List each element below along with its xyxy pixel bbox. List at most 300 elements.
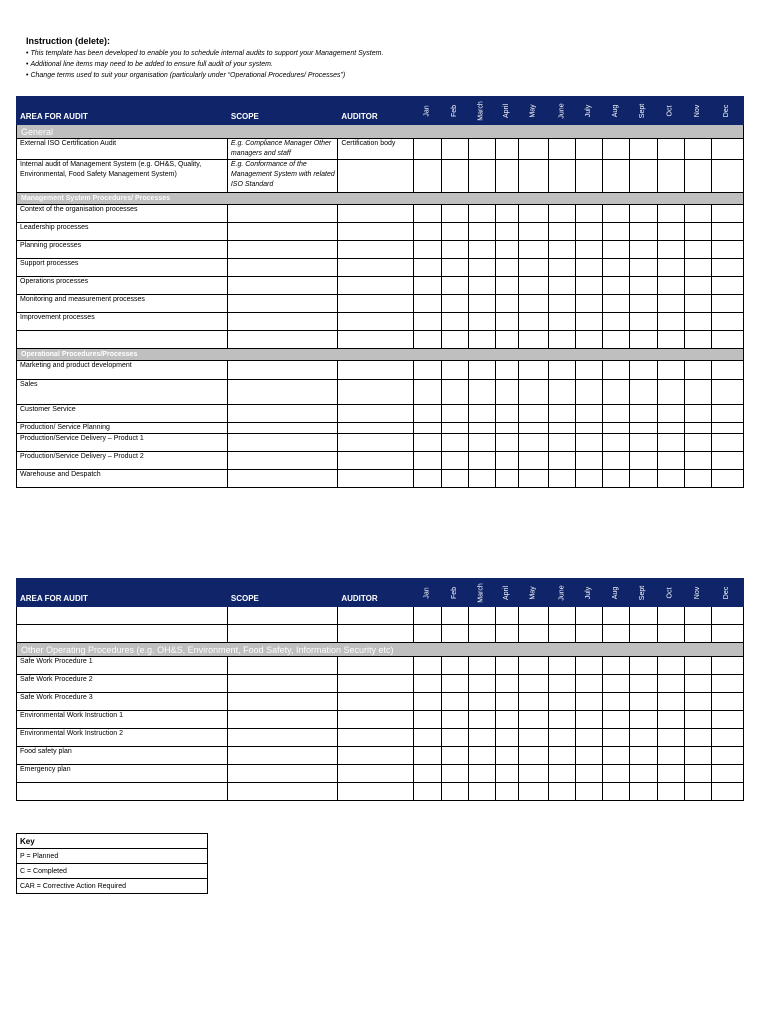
scope-cell[interactable]: [227, 259, 337, 277]
month-cell-april[interactable]: [495, 452, 518, 470]
month-cell-jan[interactable]: [413, 657, 441, 675]
month-cell-april[interactable]: [495, 259, 518, 277]
month-cell-nov[interactable]: [684, 434, 711, 452]
month-cell-feb[interactable]: [441, 675, 468, 693]
month-cell-jan[interactable]: [413, 693, 441, 711]
month-cell-jan[interactable]: [413, 765, 441, 783]
month-cell-june[interactable]: [549, 405, 576, 423]
month-cell-sept[interactable]: [630, 783, 657, 801]
month-cell-july[interactable]: [576, 160, 603, 193]
area-cell[interactable]: Leadership processes: [17, 223, 228, 241]
month-cell-jan[interactable]: [413, 783, 441, 801]
month-cell-feb[interactable]: [441, 223, 468, 241]
month-cell-march[interactable]: [468, 747, 495, 765]
area-cell[interactable]: Environmental Work Instruction 1: [17, 711, 228, 729]
month-cell-dec[interactable]: [711, 675, 743, 693]
auditor-cell[interactable]: [338, 657, 413, 675]
month-cell-aug[interactable]: [603, 470, 630, 488]
auditor-cell[interactable]: [338, 747, 413, 765]
month-cell-april[interactable]: [495, 331, 518, 349]
month-cell-feb[interactable]: [441, 434, 468, 452]
area-cell[interactable]: [17, 607, 228, 625]
month-cell-oct[interactable]: [657, 783, 684, 801]
month-cell-feb[interactable]: [441, 313, 468, 331]
month-cell-june[interactable]: [549, 711, 576, 729]
month-cell-dec[interactable]: [711, 313, 743, 331]
scope-cell[interactable]: [227, 625, 337, 643]
month-cell-aug[interactable]: [603, 361, 630, 380]
month-cell-dec[interactable]: [711, 160, 743, 193]
month-cell-jan[interactable]: [413, 277, 441, 295]
scope-cell[interactable]: [227, 361, 337, 380]
month-cell-may[interactable]: [519, 160, 549, 193]
month-cell-april[interactable]: [495, 423, 518, 434]
month-cell-sept[interactable]: [630, 711, 657, 729]
month-cell-feb[interactable]: [441, 783, 468, 801]
month-cell-sept[interactable]: [630, 205, 657, 223]
month-cell-dec[interactable]: [711, 470, 743, 488]
area-cell[interactable]: Improvement processes: [17, 313, 228, 331]
month-cell-june[interactable]: [549, 380, 576, 405]
auditor-cell[interactable]: [338, 625, 413, 643]
auditor-cell[interactable]: [338, 423, 413, 434]
scope-cell[interactable]: [227, 765, 337, 783]
month-cell-july[interactable]: [576, 657, 603, 675]
month-cell-jan[interactable]: [413, 729, 441, 747]
month-cell-aug[interactable]: [603, 160, 630, 193]
month-cell-feb[interactable]: [441, 205, 468, 223]
month-cell-sept[interactable]: [630, 160, 657, 193]
area-cell[interactable]: Sales: [17, 380, 228, 405]
month-cell-july[interactable]: [576, 380, 603, 405]
month-cell-aug[interactable]: [603, 277, 630, 295]
month-cell-may[interactable]: [519, 205, 549, 223]
month-cell-march[interactable]: [468, 205, 495, 223]
month-cell-feb[interactable]: [441, 241, 468, 259]
month-cell-may[interactable]: [519, 434, 549, 452]
month-cell-july[interactable]: [576, 711, 603, 729]
month-cell-july[interactable]: [576, 452, 603, 470]
month-cell-oct[interactable]: [657, 139, 684, 160]
month-cell-april[interactable]: [495, 313, 518, 331]
month-cell-april[interactable]: [495, 729, 518, 747]
month-cell-feb[interactable]: [441, 711, 468, 729]
month-cell-june[interactable]: [549, 675, 576, 693]
month-cell-feb[interactable]: [441, 693, 468, 711]
month-cell-aug[interactable]: [603, 223, 630, 241]
month-cell-may[interactable]: [519, 625, 549, 643]
month-cell-dec[interactable]: [711, 405, 743, 423]
month-cell-march[interactable]: [468, 434, 495, 452]
month-cell-dec[interactable]: [711, 747, 743, 765]
month-cell-oct[interactable]: [657, 607, 684, 625]
area-cell[interactable]: [17, 331, 228, 349]
area-cell[interactable]: Internal audit of Management System (e.g. OH&S, Quality, Environmental, Food Safety Management System): [17, 160, 228, 193]
month-cell-june[interactable]: [549, 361, 576, 380]
month-cell-april[interactable]: [495, 380, 518, 405]
month-cell-dec[interactable]: [711, 783, 743, 801]
month-cell-july[interactable]: [576, 434, 603, 452]
scope-cell[interactable]: [227, 470, 337, 488]
month-cell-jan[interactable]: [413, 747, 441, 765]
month-cell-april[interactable]: [495, 277, 518, 295]
area-cell[interactable]: Context of the organisation processes: [17, 205, 228, 223]
scope-cell[interactable]: [227, 223, 337, 241]
month-cell-oct[interactable]: [657, 470, 684, 488]
month-cell-dec[interactable]: [711, 380, 743, 405]
month-cell-may[interactable]: [519, 259, 549, 277]
month-cell-dec[interactable]: [711, 295, 743, 313]
month-cell-nov[interactable]: [684, 747, 711, 765]
month-cell-may[interactable]: [519, 470, 549, 488]
month-cell-july[interactable]: [576, 241, 603, 259]
month-cell-june[interactable]: [549, 625, 576, 643]
scope-cell[interactable]: [227, 241, 337, 259]
month-cell-aug[interactable]: [603, 675, 630, 693]
month-cell-dec[interactable]: [711, 625, 743, 643]
month-cell-feb[interactable]: [441, 452, 468, 470]
auditor-cell[interactable]: [338, 223, 413, 241]
auditor-cell[interactable]: [338, 783, 413, 801]
month-cell-april[interactable]: [495, 361, 518, 380]
auditor-cell[interactable]: [338, 277, 413, 295]
month-cell-april[interactable]: [495, 783, 518, 801]
month-cell-jan[interactable]: [413, 223, 441, 241]
month-cell-june[interactable]: [549, 295, 576, 313]
month-cell-feb[interactable]: [441, 259, 468, 277]
area-cell[interactable]: External ISO Certification Audit: [17, 139, 228, 160]
area-cell[interactable]: Production/Service Delivery – Product 2: [17, 452, 228, 470]
month-cell-dec[interactable]: [711, 331, 743, 349]
month-cell-may[interactable]: [519, 729, 549, 747]
month-cell-march[interactable]: [468, 313, 495, 331]
month-cell-june[interactable]: [549, 783, 576, 801]
month-cell-may[interactable]: [519, 139, 549, 160]
month-cell-sept[interactable]: [630, 470, 657, 488]
month-cell-april[interactable]: [495, 675, 518, 693]
month-cell-nov[interactable]: [684, 241, 711, 259]
month-cell-sept[interactable]: [630, 223, 657, 241]
month-cell-july[interactable]: [576, 607, 603, 625]
auditor-cell[interactable]: [338, 675, 413, 693]
area-cell[interactable]: Customer Service: [17, 405, 228, 423]
month-cell-nov[interactable]: [684, 452, 711, 470]
area-cell[interactable]: Safe Work Procedure 1: [17, 657, 228, 675]
month-cell-jan[interactable]: [413, 625, 441, 643]
month-cell-oct[interactable]: [657, 693, 684, 711]
month-cell-dec[interactable]: [711, 205, 743, 223]
month-cell-july[interactable]: [576, 331, 603, 349]
month-cell-may[interactable]: [519, 452, 549, 470]
month-cell-sept[interactable]: [630, 139, 657, 160]
month-cell-sept[interactable]: [630, 452, 657, 470]
scope-cell[interactable]: [227, 783, 337, 801]
month-cell-oct[interactable]: [657, 277, 684, 295]
month-cell-aug[interactable]: [603, 423, 630, 434]
month-cell-feb[interactable]: [441, 765, 468, 783]
month-cell-feb[interactable]: [441, 160, 468, 193]
month-cell-may[interactable]: [519, 657, 549, 675]
month-cell-aug[interactable]: [603, 331, 630, 349]
month-cell-oct[interactable]: [657, 675, 684, 693]
month-cell-jan[interactable]: [413, 139, 441, 160]
month-cell-oct[interactable]: [657, 313, 684, 331]
month-cell-sept[interactable]: [630, 405, 657, 423]
area-cell[interactable]: Operations processes: [17, 277, 228, 295]
scope-cell[interactable]: [227, 205, 337, 223]
area-cell[interactable]: Monitoring and measurement processes: [17, 295, 228, 313]
month-cell-nov[interactable]: [684, 607, 711, 625]
auditor-cell[interactable]: [338, 405, 413, 423]
scope-cell[interactable]: [227, 747, 337, 765]
auditor-cell[interactable]: [338, 452, 413, 470]
month-cell-jan[interactable]: [413, 405, 441, 423]
month-cell-oct[interactable]: [657, 205, 684, 223]
month-cell-april[interactable]: [495, 295, 518, 313]
month-cell-oct[interactable]: [657, 434, 684, 452]
month-cell-feb[interactable]: [441, 729, 468, 747]
month-cell-aug[interactable]: [603, 434, 630, 452]
month-cell-aug[interactable]: [603, 747, 630, 765]
month-cell-aug[interactable]: [603, 259, 630, 277]
month-cell-oct[interactable]: [657, 452, 684, 470]
month-cell-april[interactable]: [495, 470, 518, 488]
month-cell-oct[interactable]: [657, 729, 684, 747]
month-cell-march[interactable]: [468, 361, 495, 380]
month-cell-jan[interactable]: [413, 313, 441, 331]
month-cell-sept[interactable]: [630, 423, 657, 434]
month-cell-march[interactable]: [468, 607, 495, 625]
month-cell-june[interactable]: [549, 765, 576, 783]
month-cell-dec[interactable]: [711, 711, 743, 729]
scope-cell[interactable]: E.g. Compliance Manager Other managers and staff: [227, 139, 337, 160]
month-cell-aug[interactable]: [603, 205, 630, 223]
month-cell-jan[interactable]: [413, 295, 441, 313]
scope-cell[interactable]: [227, 295, 337, 313]
month-cell-june[interactable]: [549, 657, 576, 675]
auditor-cell[interactable]: [338, 765, 413, 783]
month-cell-may[interactable]: [519, 361, 549, 380]
month-cell-feb[interactable]: [441, 331, 468, 349]
month-cell-june[interactable]: [549, 277, 576, 295]
month-cell-oct[interactable]: [657, 711, 684, 729]
month-cell-may[interactable]: [519, 331, 549, 349]
scope-cell[interactable]: [227, 423, 337, 434]
month-cell-dec[interactable]: [711, 765, 743, 783]
month-cell-oct[interactable]: [657, 423, 684, 434]
month-cell-nov[interactable]: [684, 783, 711, 801]
auditor-cell[interactable]: [338, 607, 413, 625]
month-cell-aug[interactable]: [603, 313, 630, 331]
month-cell-june[interactable]: [549, 139, 576, 160]
month-cell-july[interactable]: [576, 313, 603, 331]
month-cell-nov[interactable]: [684, 160, 711, 193]
month-cell-jan[interactable]: [413, 607, 441, 625]
month-cell-sept[interactable]: [630, 747, 657, 765]
scope-cell[interactable]: [227, 675, 337, 693]
scope-cell[interactable]: [227, 434, 337, 452]
month-cell-may[interactable]: [519, 783, 549, 801]
month-cell-sept[interactable]: [630, 434, 657, 452]
month-cell-feb[interactable]: [441, 470, 468, 488]
area-cell[interactable]: Safe Work Procedure 2: [17, 675, 228, 693]
month-cell-sept[interactable]: [630, 729, 657, 747]
month-cell-sept[interactable]: [630, 277, 657, 295]
month-cell-june[interactable]: [549, 160, 576, 193]
month-cell-feb[interactable]: [441, 380, 468, 405]
month-cell-july[interactable]: [576, 223, 603, 241]
month-cell-feb[interactable]: [441, 747, 468, 765]
month-cell-dec[interactable]: [711, 241, 743, 259]
month-cell-july[interactable]: [576, 783, 603, 801]
area-cell[interactable]: Planning processes: [17, 241, 228, 259]
area-cell[interactable]: Production/Service Delivery – Product 1: [17, 434, 228, 452]
month-cell-jan[interactable]: [413, 160, 441, 193]
month-cell-june[interactable]: [549, 331, 576, 349]
month-cell-april[interactable]: [495, 607, 518, 625]
month-cell-march[interactable]: [468, 331, 495, 349]
month-cell-jan[interactable]: [413, 380, 441, 405]
month-cell-aug[interactable]: [603, 139, 630, 160]
month-cell-may[interactable]: [519, 405, 549, 423]
month-cell-oct[interactable]: [657, 747, 684, 765]
area-cell[interactable]: Warehouse and Despatch: [17, 470, 228, 488]
month-cell-jan[interactable]: [413, 241, 441, 259]
auditor-cell[interactable]: [338, 160, 413, 193]
month-cell-sept[interactable]: [630, 380, 657, 405]
month-cell-march[interactable]: [468, 380, 495, 405]
auditor-cell[interactable]: Certification body: [338, 139, 413, 160]
month-cell-june[interactable]: [549, 452, 576, 470]
month-cell-march[interactable]: [468, 259, 495, 277]
month-cell-nov[interactable]: [684, 765, 711, 783]
area-cell[interactable]: Safe Work Procedure 3: [17, 693, 228, 711]
scope-cell[interactable]: [227, 405, 337, 423]
month-cell-march[interactable]: [468, 729, 495, 747]
month-cell-oct[interactable]: [657, 223, 684, 241]
month-cell-march[interactable]: [468, 405, 495, 423]
month-cell-dec[interactable]: [711, 259, 743, 277]
month-cell-jan[interactable]: [413, 331, 441, 349]
month-cell-dec[interactable]: [711, 434, 743, 452]
area-cell[interactable]: Support processes: [17, 259, 228, 277]
month-cell-oct[interactable]: [657, 259, 684, 277]
month-cell-nov[interactable]: [684, 331, 711, 349]
month-cell-june[interactable]: [549, 223, 576, 241]
month-cell-dec[interactable]: [711, 423, 743, 434]
month-cell-may[interactable]: [519, 241, 549, 259]
month-cell-aug[interactable]: [603, 783, 630, 801]
month-cell-nov[interactable]: [684, 295, 711, 313]
month-cell-july[interactable]: [576, 205, 603, 223]
month-cell-oct[interactable]: [657, 405, 684, 423]
month-cell-nov[interactable]: [684, 205, 711, 223]
month-cell-sept[interactable]: [630, 361, 657, 380]
month-cell-jan[interactable]: [413, 675, 441, 693]
month-cell-march[interactable]: [468, 693, 495, 711]
month-cell-march[interactable]: [468, 223, 495, 241]
scope-cell[interactable]: [227, 693, 337, 711]
area-cell[interactable]: [17, 783, 228, 801]
auditor-cell[interactable]: [338, 313, 413, 331]
auditor-cell[interactable]: [338, 729, 413, 747]
month-cell-june[interactable]: [549, 747, 576, 765]
month-cell-nov[interactable]: [684, 139, 711, 160]
auditor-cell[interactable]: [338, 205, 413, 223]
month-cell-march[interactable]: [468, 160, 495, 193]
month-cell-aug[interactable]: [603, 452, 630, 470]
month-cell-aug[interactable]: [603, 241, 630, 259]
month-cell-sept[interactable]: [630, 693, 657, 711]
month-cell-march[interactable]: [468, 241, 495, 259]
month-cell-march[interactable]: [468, 139, 495, 160]
month-cell-feb[interactable]: [441, 361, 468, 380]
month-cell-nov[interactable]: [684, 675, 711, 693]
scope-cell[interactable]: [227, 452, 337, 470]
month-cell-may[interactable]: [519, 423, 549, 434]
month-cell-may[interactable]: [519, 711, 549, 729]
month-cell-aug[interactable]: [603, 625, 630, 643]
month-cell-dec[interactable]: [711, 277, 743, 295]
month-cell-sept[interactable]: [630, 625, 657, 643]
month-cell-march[interactable]: [468, 452, 495, 470]
auditor-cell[interactable]: [338, 434, 413, 452]
month-cell-may[interactable]: [519, 380, 549, 405]
month-cell-dec[interactable]: [711, 139, 743, 160]
month-cell-june[interactable]: [549, 205, 576, 223]
month-cell-oct[interactable]: [657, 657, 684, 675]
area-cell[interactable]: Marketing and product development: [17, 361, 228, 380]
month-cell-jan[interactable]: [413, 361, 441, 380]
month-cell-nov[interactable]: [684, 423, 711, 434]
month-cell-dec[interactable]: [711, 223, 743, 241]
month-cell-aug[interactable]: [603, 765, 630, 783]
auditor-cell[interactable]: [338, 295, 413, 313]
month-cell-feb[interactable]: [441, 607, 468, 625]
month-cell-nov[interactable]: [684, 380, 711, 405]
month-cell-sept[interactable]: [630, 313, 657, 331]
area-cell[interactable]: Environmental Work Instruction 2: [17, 729, 228, 747]
month-cell-june[interactable]: [549, 259, 576, 277]
month-cell-may[interactable]: [519, 313, 549, 331]
month-cell-feb[interactable]: [441, 295, 468, 313]
month-cell-june[interactable]: [549, 607, 576, 625]
month-cell-feb[interactable]: [441, 657, 468, 675]
auditor-cell[interactable]: [338, 711, 413, 729]
auditor-cell[interactable]: [338, 693, 413, 711]
month-cell-jan[interactable]: [413, 423, 441, 434]
month-cell-march[interactable]: [468, 675, 495, 693]
month-cell-may[interactable]: [519, 747, 549, 765]
month-cell-may[interactable]: [519, 765, 549, 783]
month-cell-jan[interactable]: [413, 711, 441, 729]
month-cell-feb[interactable]: [441, 405, 468, 423]
month-cell-july[interactable]: [576, 295, 603, 313]
month-cell-april[interactable]: [495, 625, 518, 643]
scope-cell[interactable]: [227, 711, 337, 729]
month-cell-sept[interactable]: [630, 765, 657, 783]
month-cell-dec[interactable]: [711, 361, 743, 380]
auditor-cell[interactable]: [338, 241, 413, 259]
month-cell-july[interactable]: [576, 747, 603, 765]
month-cell-march[interactable]: [468, 625, 495, 643]
month-cell-april[interactable]: [495, 657, 518, 675]
scope-cell[interactable]: [227, 380, 337, 405]
month-cell-march[interactable]: [468, 277, 495, 295]
month-cell-nov[interactable]: [684, 625, 711, 643]
month-cell-march[interactable]: [468, 470, 495, 488]
auditor-cell[interactable]: [338, 361, 413, 380]
